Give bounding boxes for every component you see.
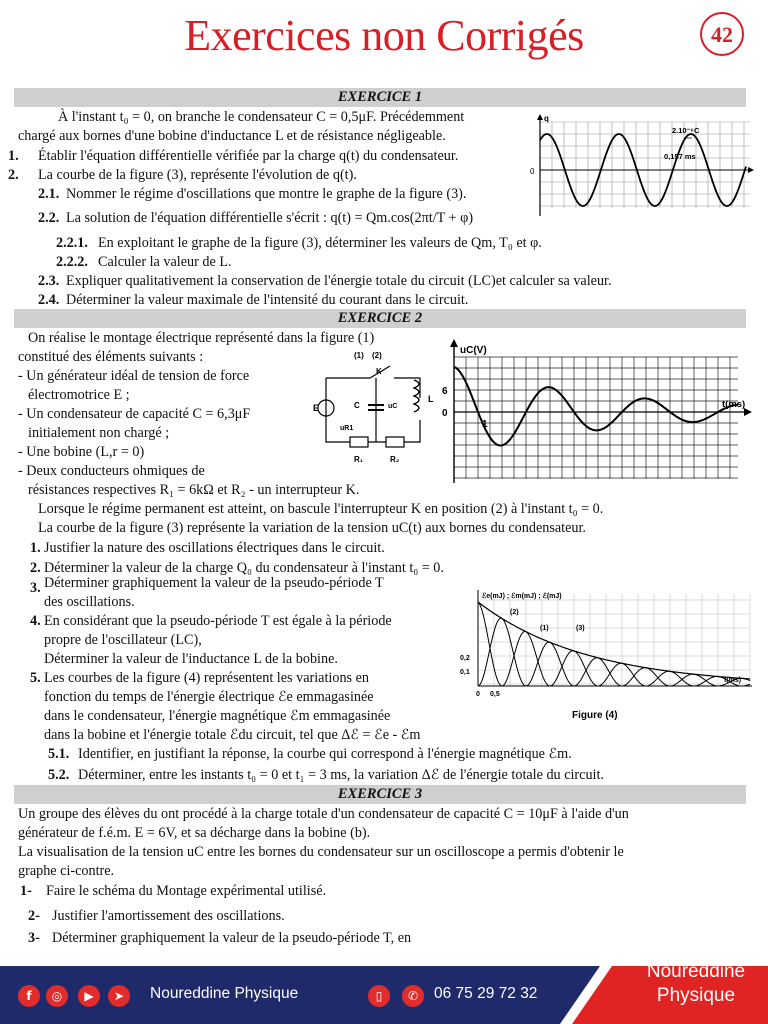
question-text: En exploitant le graphe de la figure (3), déterminer les valeurs de Qm, T₀ et φ. [98, 235, 542, 251]
footer-logo-line-2: Physique [656, 984, 736, 1006]
footer-logo-line-1: Noureddine [646, 961, 746, 982]
question-number: 2- [28, 908, 40, 924]
ex2-text: - Deux conducteurs ohmiques de [18, 463, 205, 479]
question-number: 2. [8, 167, 19, 183]
ex1-charge-graph [528, 112, 756, 220]
question-text: Identifier, en justifiant la réponse, la courbe qui correspond à l'énergie magnétique ℰm. [78, 746, 572, 762]
question-number: 1- [20, 883, 32, 899]
question-number: 5.1. [48, 746, 70, 762]
fig4-legend: ℰe(mJ) ; ℰm(mJ) ; ℰ(mJ) [482, 593, 562, 600]
question-text: Déterminer graphiquement la valeur de la pseudo-période T, en [52, 930, 412, 946]
ex2-text: - Une bobine (L,r = 0) [18, 444, 145, 460]
question-text: Justifier l'amortissement des oscillations. [52, 908, 285, 924]
question-text: dans le condensateur, l'énergie magnétique ℰm emmagasinée [44, 708, 391, 724]
ex3-text: graphe ci-contre. [18, 863, 115, 879]
phone-icon[interactable]: ▯ [368, 985, 390, 1007]
question-text: Nommer le régime d'oscillations que montre le graphe de la figure (3). [66, 186, 467, 202]
question-text: En considérant que la pseudo-période T est égale à la période [44, 613, 392, 629]
question-number: 2.2.1. [56, 235, 88, 251]
circuit-c-label: C [354, 401, 360, 410]
question-number: 5. [30, 670, 41, 686]
question-number: 3- [28, 930, 40, 946]
question-number: 3. [30, 580, 41, 596]
ex1-graph-annotation-t: 0,157 ms [664, 152, 696, 161]
page-number-badge: 42 [700, 12, 744, 56]
ex3-text: Un groupe des élèves du ont procédé à la charge totale d'un condensateur de capacité C = 10μF à l'aide d'un [18, 806, 629, 822]
footer-phone-number[interactable]: 06 75 29 72 32 [434, 985, 538, 1002]
ex2-text: - Un condensateur de capacité C = 6,3μF [18, 406, 251, 422]
circuit-r2-label: R₂ [390, 455, 400, 464]
ex2-text: électromotrice E ; [28, 387, 130, 403]
circuit-l-label: L [428, 394, 434, 404]
question-text: Expliquer qualitativement la conservation de l'énergie totale du circuit (LC)et calculer sa valeur. [66, 273, 612, 289]
ex1-graph-zero: 0 [530, 167, 535, 176]
question-text: Déterminer la valeur de l'inductance L de la bobine. [44, 651, 338, 667]
footer-logo [636, 962, 756, 1006]
fig4-tick-05: 0,5 [490, 691, 500, 698]
question-text: Établir l'équation différentielle vérifiée par la charge q(t) du condensateur. [38, 148, 459, 164]
ex2-graph-tick-1: 1 [482, 419, 488, 430]
question-text: La courbe de la figure (3), représente l'évolution de q(t). [38, 167, 357, 183]
ex2-graph-xlabel: t(ms) [722, 399, 746, 410]
fig4-tick-01: 0,1 [460, 669, 470, 676]
telegram-icon[interactable]: ➤ [108, 985, 130, 1007]
question-number: 4. [30, 613, 41, 629]
question-number: 1. [8, 148, 19, 164]
question-text: des oscillations. [44, 594, 135, 610]
question-text: Justifier la nature des oscillations électriques dans le circuit. [44, 540, 385, 556]
question-number: 5.2. [48, 767, 70, 783]
question-text: Déterminer graphiquement la valeur de la pseudo-période T [44, 575, 384, 591]
ex2-energy-figure [454, 586, 758, 724]
question-text: dans la bobine et l'énergie totale ℰdu circuit, tel que Δℰ = ℰe - ℰm [44, 727, 421, 743]
ex2-text: initialement non chargé ; [28, 425, 170, 441]
question-text: fonction du temps de l'énergie électrique ℰe emmagasinée [44, 689, 374, 705]
fig4-tick-0: 0 [476, 691, 480, 698]
exercise-1-header: EXERCICE 1 [14, 88, 746, 107]
facebook-icon[interactable]: f [18, 985, 40, 1007]
ex2-text: constitué des éléments suivants : [18, 349, 204, 365]
ex1-text: chargé aux bornes d'une bobine d'inductance L et de résistance négligeable. [18, 128, 446, 144]
circuit-uc-label: uC [388, 403, 398, 410]
question-text: Déterminer la valeur de la charge Q₀ du condensateur à l'instant t₀ = 0. [44, 560, 444, 576]
question-text: Calculer la valeur de L. [98, 254, 232, 270]
fig4-caption: Figure (4) [572, 710, 618, 721]
ex2-graph-ylabel: uC(V) [460, 345, 487, 356]
fig4-tick-02: 0,2 [460, 655, 470, 662]
ex2-text: La courbe de la figure (3) représente la variation de la tension uC(t) aux bornes du condensateur. [38, 520, 586, 536]
circuit-ur1-label: uR1 [340, 425, 354, 432]
instagram-icon[interactable]: ◎ [46, 985, 68, 1007]
ex2-circuit-diagram [310, 350, 436, 468]
circuit-k2-label: (2) [372, 351, 382, 360]
question-number: 2.2.2. [56, 254, 88, 270]
question-number: 2.1. [38, 186, 60, 202]
question-number: 2.2. [38, 210, 60, 226]
question-text: Déterminer la valeur maximale de l'intensité du courant dans le circuit. [66, 292, 469, 308]
question-number: 2. [30, 560, 41, 576]
question-text: propre de l'oscillateur (LC), [44, 632, 202, 648]
circuit-k1-label: (1) [354, 351, 364, 360]
ex2-graph-tick-0: 0 [442, 408, 448, 419]
question-text: Faire le schéma du Montage expérimental utilisé. [46, 883, 327, 899]
ex2-text: Lorsque le régime permanent est atteint, on bascule l'interrupteur K en position (2) à l'instant t₀ = 0. [38, 501, 604, 517]
question-text: Déterminer, entre les instants t₀ = 0 et t₁ = 3 ms, la variation Δℰ de l'énergie totale du circuit. [78, 767, 604, 783]
exercise-2-header: EXERCICE 2 [14, 309, 746, 328]
fig4-curve-3-label: (3) [576, 625, 585, 632]
fig4-curve-2-label: (2) [510, 609, 519, 616]
question-text: Les courbes de la figure (4) représentent les variations en [44, 670, 369, 686]
ex1-graph-ylabel: q [544, 114, 549, 123]
circuit-e-label: E [313, 403, 320, 413]
ex1-text: À l'instant t₀ = 0, on branche le condensateur C = 0,5μF. Précédemment [58, 109, 465, 125]
circuit-r1-label: R₁ [354, 455, 364, 464]
ex2-text: On réalise le montage électrique représenté dans la figure (1) [28, 330, 375, 346]
ex3-text: La visualisation de la tension uC entre les bornes du condensateur sur un oscilloscope a permis d'obtenir le [18, 844, 624, 860]
question-number: 2.3. [38, 273, 60, 289]
youtube-icon[interactable]: ▶ [78, 985, 100, 1007]
ex2-graph-tick-6: 6 [442, 386, 448, 397]
circuit-switch-label: K [376, 367, 382, 376]
ex3-text: générateur de f.é.m. E = 6V, et sa décharge dans la bobine (b). [18, 825, 371, 841]
fig4-curve-1-label: (1) [540, 625, 549, 632]
question-text: La solution de l'équation différentielle s'écrit : q(t) = Qm.cos(2πt/T + φ) [66, 210, 474, 226]
exercise-3-header: EXERCICE 3 [14, 785, 746, 804]
fig4-xlabel: t(ms) [724, 677, 742, 684]
ex1-graph-annotation-q: 2.10⁻⁶C [672, 126, 700, 135]
ex2-text: - Un générateur idéal de tension de force [18, 368, 250, 384]
page-title: Exercices non Corrigés [184, 11, 584, 60]
question-number: 2.4. [38, 292, 60, 308]
ex2-text: résistances respectives R₁ = 6kΩ et R₂ - un interrupteur K. [28, 482, 360, 498]
question-number: 1. [30, 540, 41, 556]
footer-brand-name: Noureddine Physique [150, 985, 299, 1002]
whatsapp-icon[interactable]: ✆ [402, 985, 424, 1007]
ex2-uc-graph [438, 335, 756, 485]
